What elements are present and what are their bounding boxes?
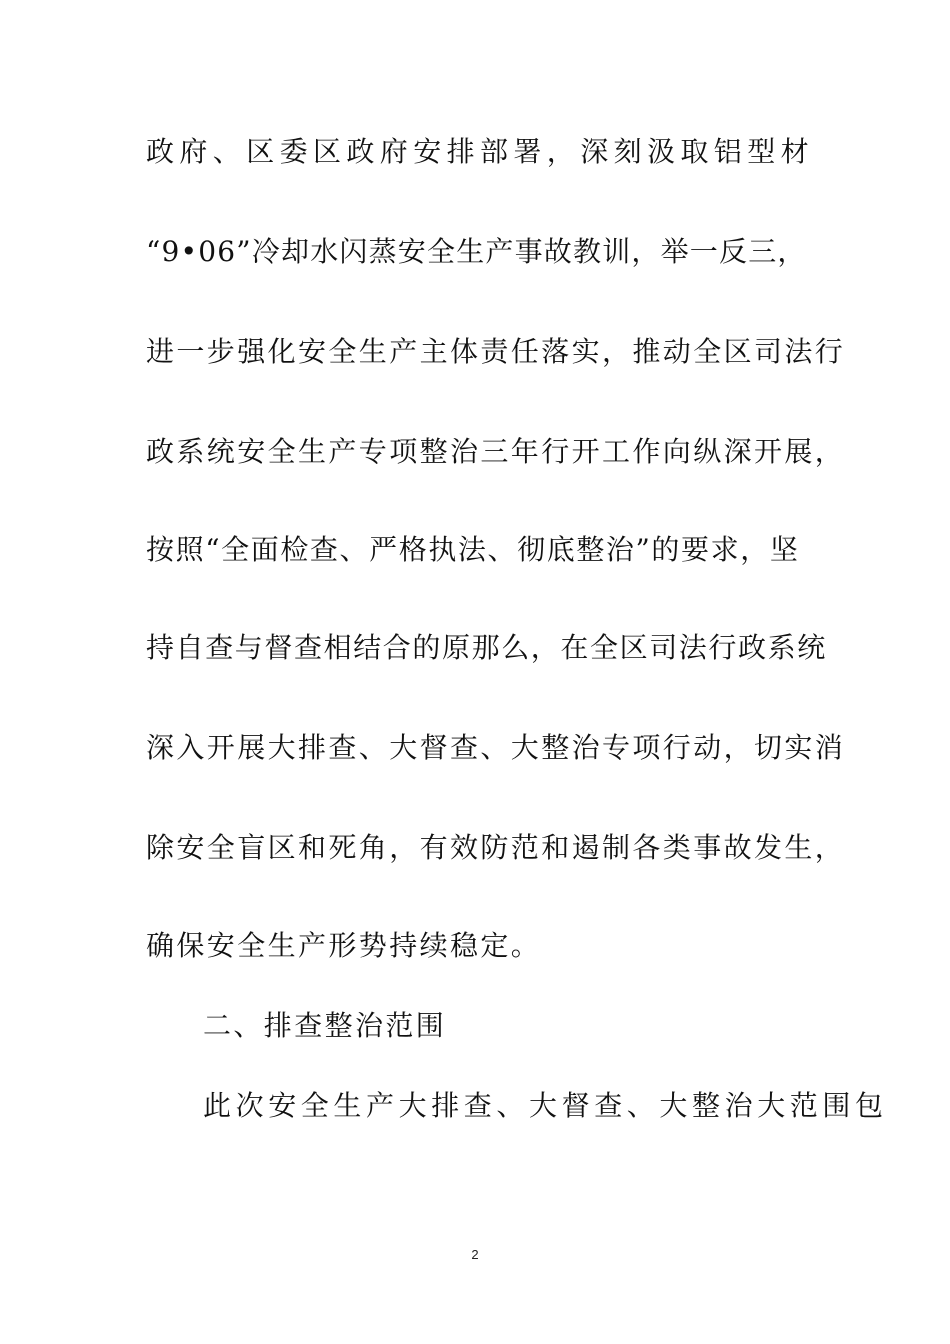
body-text-line: 深入开展大排查、大督查、大整治专项行动，切实消 (146, 731, 846, 764)
body-text-line: “9•06”冷却水闪蒸安全生产事故教训，举一反三， (146, 235, 807, 268)
section-heading: 二、排查整治范围 (203, 1009, 447, 1042)
body-text-line: 除安全盲区和死角，有效防范和遏制各类事故发生， (146, 831, 846, 864)
body-text-line: 进一步强化安全生产主体责任落实，推动全区司法行 (146, 335, 846, 368)
body-text-line: 政府、区委区政府安排部署，深刻汲取铝型材 (146, 135, 815, 168)
body-text-line: 确保安全生产形势持续稳定。 (146, 929, 542, 962)
body-text-line: 政系统安全生产专项整治三年行开工作向纵深开展， (146, 435, 846, 468)
body-text-line: 按照“全面检查、严格执法、彻底整治”的要求，坚 (146, 533, 800, 566)
page-number: 2 (471, 1247, 479, 1262)
paragraph-first-line: 此次安全生产大排查、大督查、大整治大范围包 (203, 1089, 888, 1122)
body-text-line: 持自查与督查相结合的原那么，在全区司法行政系统 (146, 631, 827, 664)
